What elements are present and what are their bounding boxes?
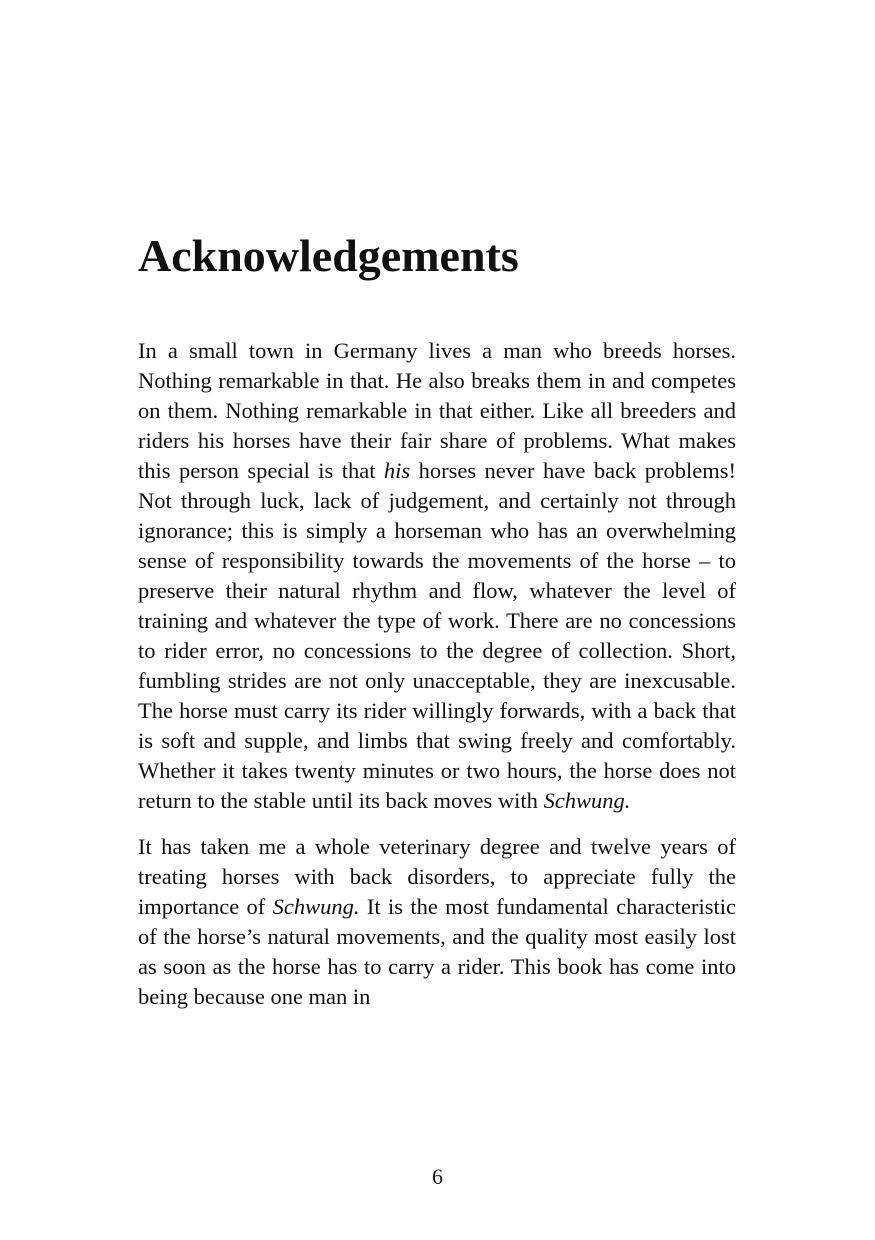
paragraph-1 — [138, 336, 736, 816]
page-title: Acknowledgements — [138, 230, 519, 281]
paragraph-1-emphasis-his: his — [383, 458, 411, 483]
paragraph-1-emphasis-schwung: Schwung. — [543, 788, 631, 813]
paragraph-2 — [138, 832, 736, 1012]
paragraph-2-emphasis-schwung: Schwung. — [272, 894, 360, 919]
paragraph-1-text-b: horses never have back problems! Not through luck, lack of judgement, and certainly not through ignorance; this is simply a horseman who has an overwhelming sense of responsibility towards the movements of the horse – to preserve their natural rhythm and flow, whatever the level of training and whatever the type of work. There are no concessions to rider error, no concessions to the degree of collection. Short, fumbling strides are not only unacceptable, they are inexcusable. The horse must carry its rider willingly forwards, with a back that is soft and supple, and limbs that swing freely and comfortably. Whether it takes twenty minutes or two hours, the horse does not return to the stable until its back moves with — [138, 458, 736, 813]
paragraph-2-text-b: It is the most fundamental characteristic of the horse’s natural movements, and the quality most easily lost as soon as the horse has to carry a rider. This book has come into being because one man in — [138, 894, 736, 1009]
body-text — [138, 336, 736, 1012]
paragraph-2-text-a: It has taken me a whole veterinary degree and twelve years of treating horses with back disorders, to appreciate fully the importance of — [138, 834, 736, 919]
paragraph-1-text-a: In a small town in Germany lives a man who breeds horses. Nothing remarkable in that. He also breaks them in and competes on them. Nothing remarkable in that either. Like all breeders and riders his horses have their fair share of problems. What makes this person special is that — [138, 338, 736, 483]
page-number: 6 — [432, 1164, 443, 1189]
